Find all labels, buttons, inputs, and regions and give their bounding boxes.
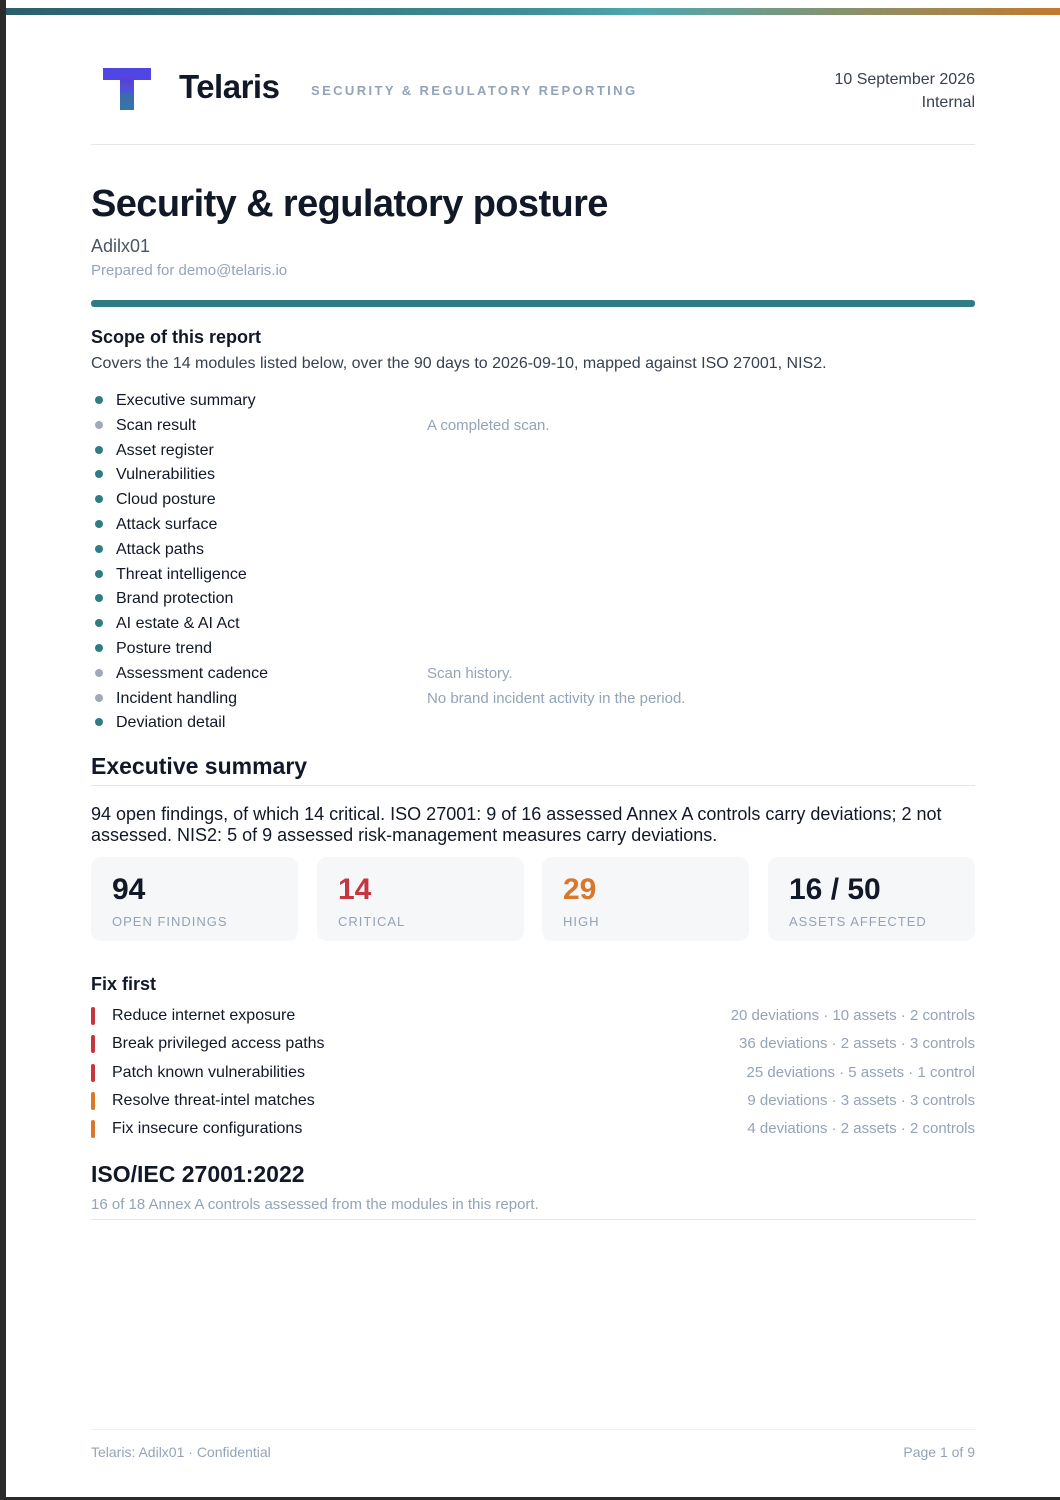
scope-description: Covers the 14 modules listed below, over the 90 days to 2026-09-10, mapped against ISO 27001, NIS2. [91,355,827,372]
fix-meta: 4 deviations · 2 assets · 2 controls [747,1120,975,1138]
list-item [91,662,975,687]
module-name: Posture trend [116,639,213,657]
list-item [91,687,975,712]
classification-label: Internal [921,94,975,111]
fix-name: Break privileged access paths [112,1035,325,1053]
module-note: A completed scan. [427,416,550,434]
module-name: Executive summary [116,392,256,409]
page-title: Security & regulatory posture [91,183,608,225]
executive-summary-text: 94 open findings, of which 14 critical. ISO 27001: 9 of 16 assessed Annex A controls carry deviations; 2 not assessed. NIS2: 5 of 9 assessed risk-management measures carry deviations. [91,804,942,845]
list-item [91,513,975,538]
section-divider [91,785,975,786]
severity-bar-icon [91,1120,95,1138]
severity-bar-icon [91,1064,95,1082]
iso-subtext: 16 of 18 Annex A controls assessed from the modules in this report. [91,1196,539,1213]
module-name: Scan result [116,416,197,434]
module-name: Attack surface [116,515,218,533]
severity-bar-icon [91,1035,95,1053]
kpi-value: 14 [338,873,372,906]
status-dot-icon [95,396,103,404]
kpi-value: 29 [563,873,597,906]
module-name: Vulnerabilities [116,466,216,484]
fix-meta: 25 deviations · 5 assets · 1 control [746,1063,975,1081]
list-item [91,711,975,736]
kpi-cards [91,857,975,941]
prepared-for: Prepared for demo@telaris.io [91,262,288,279]
telaris-logo-icon [103,68,151,110]
list-item [91,1032,975,1060]
status-dot-icon [95,594,103,602]
kpi-card [768,857,975,941]
fix-meta: 20 deviations · 10 assets · 2 controls [730,1007,975,1024]
list-item [91,1117,975,1145]
module-name: Deviation detail [116,714,226,732]
organization-name: Adilx01 [91,236,151,256]
title-divider [91,300,975,307]
fix-name: Patch known vulnerabilities [112,1063,305,1081]
report-header [91,60,975,145]
list-item [91,612,975,637]
module-name: AI estate & AI Act [116,615,240,633]
executive-summary-heading: Executive summary [91,753,308,779]
kpi-card [542,857,749,941]
status-dot-icon [95,619,103,627]
report-date: 10 September 2026 [834,71,975,88]
status-dot-icon [95,545,103,553]
kpi-card [317,857,524,941]
kpi-label: HIGH [563,914,600,929]
module-name: Incident handling [116,689,237,707]
fix-first-heading: Fix first [91,974,157,994]
status-dot-icon [95,669,103,677]
list-item [91,637,975,662]
status-dot-icon [95,644,103,652]
status-dot-icon [95,495,103,503]
brand-gradient-bar [6,8,1060,15]
list-item [91,538,975,563]
list-item [91,1004,975,1032]
kpi-label: ASSETS AFFECTED [789,914,927,929]
list-item [91,389,975,414]
fix-name: Resolve threat-intel matches [112,1091,315,1109]
status-dot-icon [95,694,103,702]
module-name: Attack paths [116,540,205,558]
list-item [91,414,975,439]
fix-name: Fix insecure configurations [112,1120,303,1138]
status-dot-icon [95,570,103,578]
severity-bar-icon [91,1007,95,1025]
list-item [91,463,975,488]
status-dot-icon [95,718,103,726]
footer-confidential: Telaris: Adilx01 · Confidential [91,1444,271,1460]
section-divider [91,1219,975,1220]
list-item [91,1089,975,1117]
module-name: Assessment cadence [116,664,269,682]
module-name: Asset register [116,441,214,459]
footer-divider [91,1429,975,1430]
brand-subtitle: SECURITY & REGULATORY REPORTING [311,83,638,98]
list-item [91,563,975,588]
kpi-value: 16 / 50 [789,873,881,906]
list-item [91,1061,975,1089]
iso-heading: ISO/IEC 27001:2022 [91,1161,305,1187]
status-dot-icon [95,421,103,429]
scope-heading: Scope of this report [91,327,262,347]
kpi-value: 94 [112,873,146,906]
fix-name: Reduce internet exposure [112,1007,296,1024]
module-name: Threat intelligence [116,565,247,583]
report-page [6,0,1060,1497]
page-number: Page 1 of 9 [903,1444,975,1460]
kpi-card [91,857,298,941]
list-item [91,439,975,464]
kpi-label: OPEN FINDINGS [112,914,228,929]
module-name: Brand protection [116,590,234,608]
status-dot-icon [95,520,103,528]
module-name: Cloud posture [116,491,216,509]
brand-name: Telaris [179,68,280,105]
kpi-label: CRITICAL [338,914,406,929]
status-dot-icon [95,470,103,478]
module-list [91,389,975,736]
severity-bar-icon [91,1092,95,1110]
fix-first-list [91,1004,975,1145]
module-note: Scan history. [427,664,513,682]
list-item [91,488,975,513]
status-dot-icon [95,446,103,454]
fix-meta: 36 deviations · 2 assets · 3 controls [739,1035,975,1053]
list-item [91,587,975,612]
module-note: No brand incident activity in the period. [427,689,686,707]
fix-meta: 9 deviations · 3 assets · 3 controls [747,1091,975,1109]
